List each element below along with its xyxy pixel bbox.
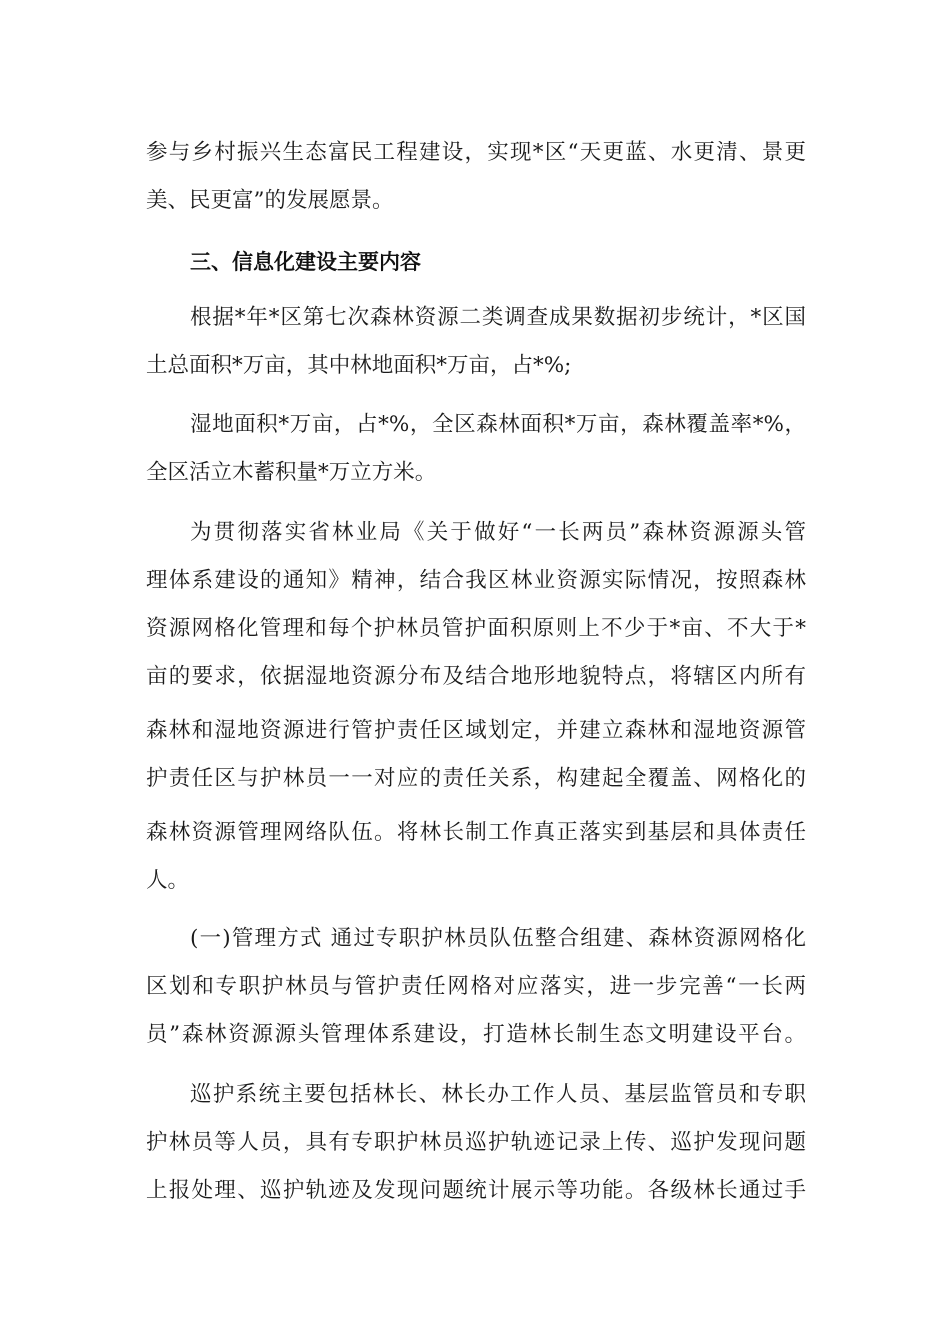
para3-line-7: 森林资源管理网络队伍。将林长制工作真正落实到基层和具体责任 — [146, 820, 806, 845]
para1-line-1: 根据*年*区第七次森林资源二类调查成果数据初步统计，*区国 — [190, 305, 806, 330]
para3-line-2: 理体系建设的通知》精神，结合我区林业资源实际情况，按照森林 — [146, 568, 806, 593]
para4-line-2: 区划和专职护林员与管护责任网格对应落实，进一步完善“一长两 — [146, 974, 806, 999]
intro-line-2: 美、民更富”的发展愿景。 — [146, 188, 394, 213]
para5-line-1: 巡护系统主要包括林长、林长办工作人员、基层监管员和专职 — [190, 1082, 806, 1107]
para2-line-2: 全区活立木蓄积量*万立方米。 — [146, 460, 437, 485]
para4-line-1: (一)管理方式 通过专职护林员队伍整合组建、森林资源网格化 — [190, 926, 806, 951]
section-heading: 三、信息化建设主要内容 — [190, 250, 421, 274]
para2-line-1: 湿地面积*万亩，占*%，全区森林面积*万亩，森林覆盖率*%， — [190, 412, 806, 437]
para3-line-8: 人。 — [146, 868, 190, 893]
para3-line-5: 森林和湿地资源进行管护责任区域划定，并建立森林和湿地资源管 — [146, 718, 806, 743]
para3-line-4: 亩的要求，依据湿地资源分布及结合地形地貌特点，将辖区内所有 — [146, 664, 806, 689]
para5-line-2: 护林员等人员，具有专职护林员巡护轨迹记录上传、巡护发现问题 — [146, 1130, 806, 1155]
para5-line-3: 上报处理、巡护轨迹及发现问题统计展示等功能。各级林长通过手 — [146, 1178, 806, 1203]
para3-line-6: 护责任区与护林员一一对应的责任关系，构建起全覆盖、网格化的 — [146, 766, 806, 791]
intro-line-1: 参与乡村振兴生态富民工程建设，实现*区“天更蓝、水更清、景更 — [146, 140, 806, 165]
para3-line-3: 资源网格化管理和每个护林员管护面积原则上不少于*亩、不大于* — [146, 616, 806, 641]
para1-line-2: 土总面积*万亩，其中林地面积*万亩，占*%; — [146, 353, 572, 378]
para3-line-1: 为贯彻落实省林业局《关于做好“一长两员”森林资源源头管 — [190, 520, 806, 545]
para4-line-3: 员”森林资源源头管理体系建设，打造林长制生态文明建设平台。 — [146, 1022, 806, 1047]
